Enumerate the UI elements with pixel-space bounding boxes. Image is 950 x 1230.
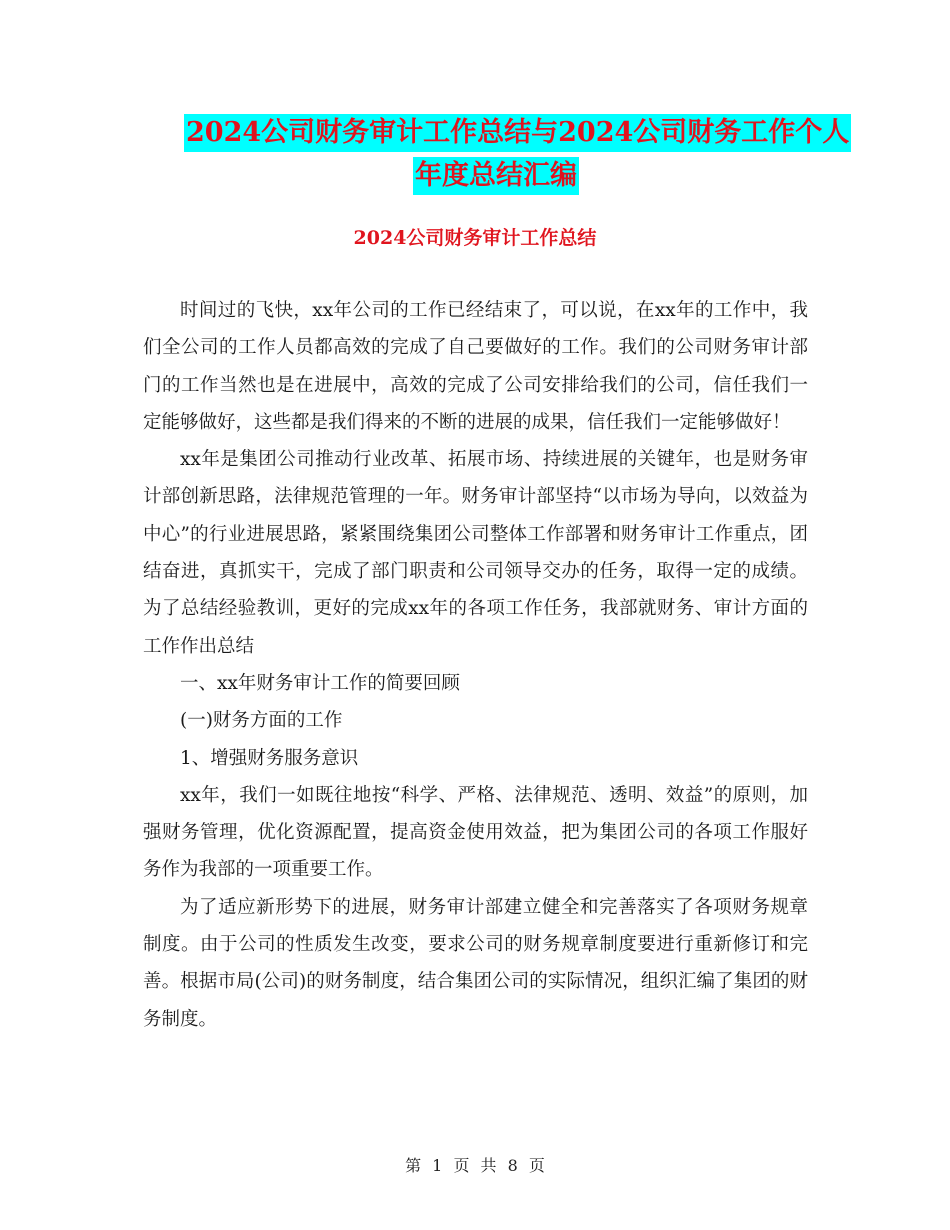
paragraph: (一)财务方面的工作: [180, 710, 343, 732]
section-heading: 2024公司财务审计工作总结: [353, 227, 597, 249]
paragraph: xx年，我们一如既往地按“科学、严格、法律规范、透明、效益”的原则，加强财务管理，优化资源配置，提高资金使用效益，把为集团公司的各项工作服好务作为我部的一项重要工作。: [143, 784, 808, 881]
paragraph: 一、xx年财务审计工作的简要回顾: [180, 672, 460, 694]
paragraph: 为了适应新形势下的进展，财务审计部建立健全和完善落实了各项财务规章制度。由于公司的性质发生改变，要求公司的财务规章制度要进行重新修订和完善。根据市局(公司)的财务制度，结合集团公司的实际情况，组织汇编了集团的财务制度。: [143, 896, 808, 1030]
paragraph: 1、增强财务服务意识: [180, 747, 359, 769]
page-footer: 第 1 页 共 8 页: [405, 1156, 545, 1175]
paragraph: 时间过的飞快，xx年公司的工作已经结束了，可以说，在xx年的工作中，我们全公司的工作人员都高效的完成了自己要做好的工作。我们的公司财务审计部门的工作当然也是在进展中，高效的完成了公司安排给我们的公司，信任我们一定能够做好，这些都是我们得来的不断的进展的成果，信任我们一定能够做好！: [143, 300, 808, 433]
title-line-2: 年度总结汇编: [413, 157, 579, 195]
paragraph: xx年是集团公司推动行业改革、拓展市场、持续进展的关键年，也是财务审计部创新思路，法律规范管理的一年。财务审计部坚持“以市场为导向，以效益为中心”的行业进展思路，紧紧围绕集团公司整体工作部署和财务审计工作重点，团结奋进，真抓实干，完成了部门职责和公司领导交办的任务，取得一定的成绩。为了总结经验教训，更好的完成xx年的各项工作任务，我部就财务、审计方面的工作作出总结: [143, 449, 808, 657]
body-text: [143, 292, 808, 1038]
title-line-1: 2024公司财务审计工作总结与2024公司财务工作个人: [184, 114, 851, 152]
